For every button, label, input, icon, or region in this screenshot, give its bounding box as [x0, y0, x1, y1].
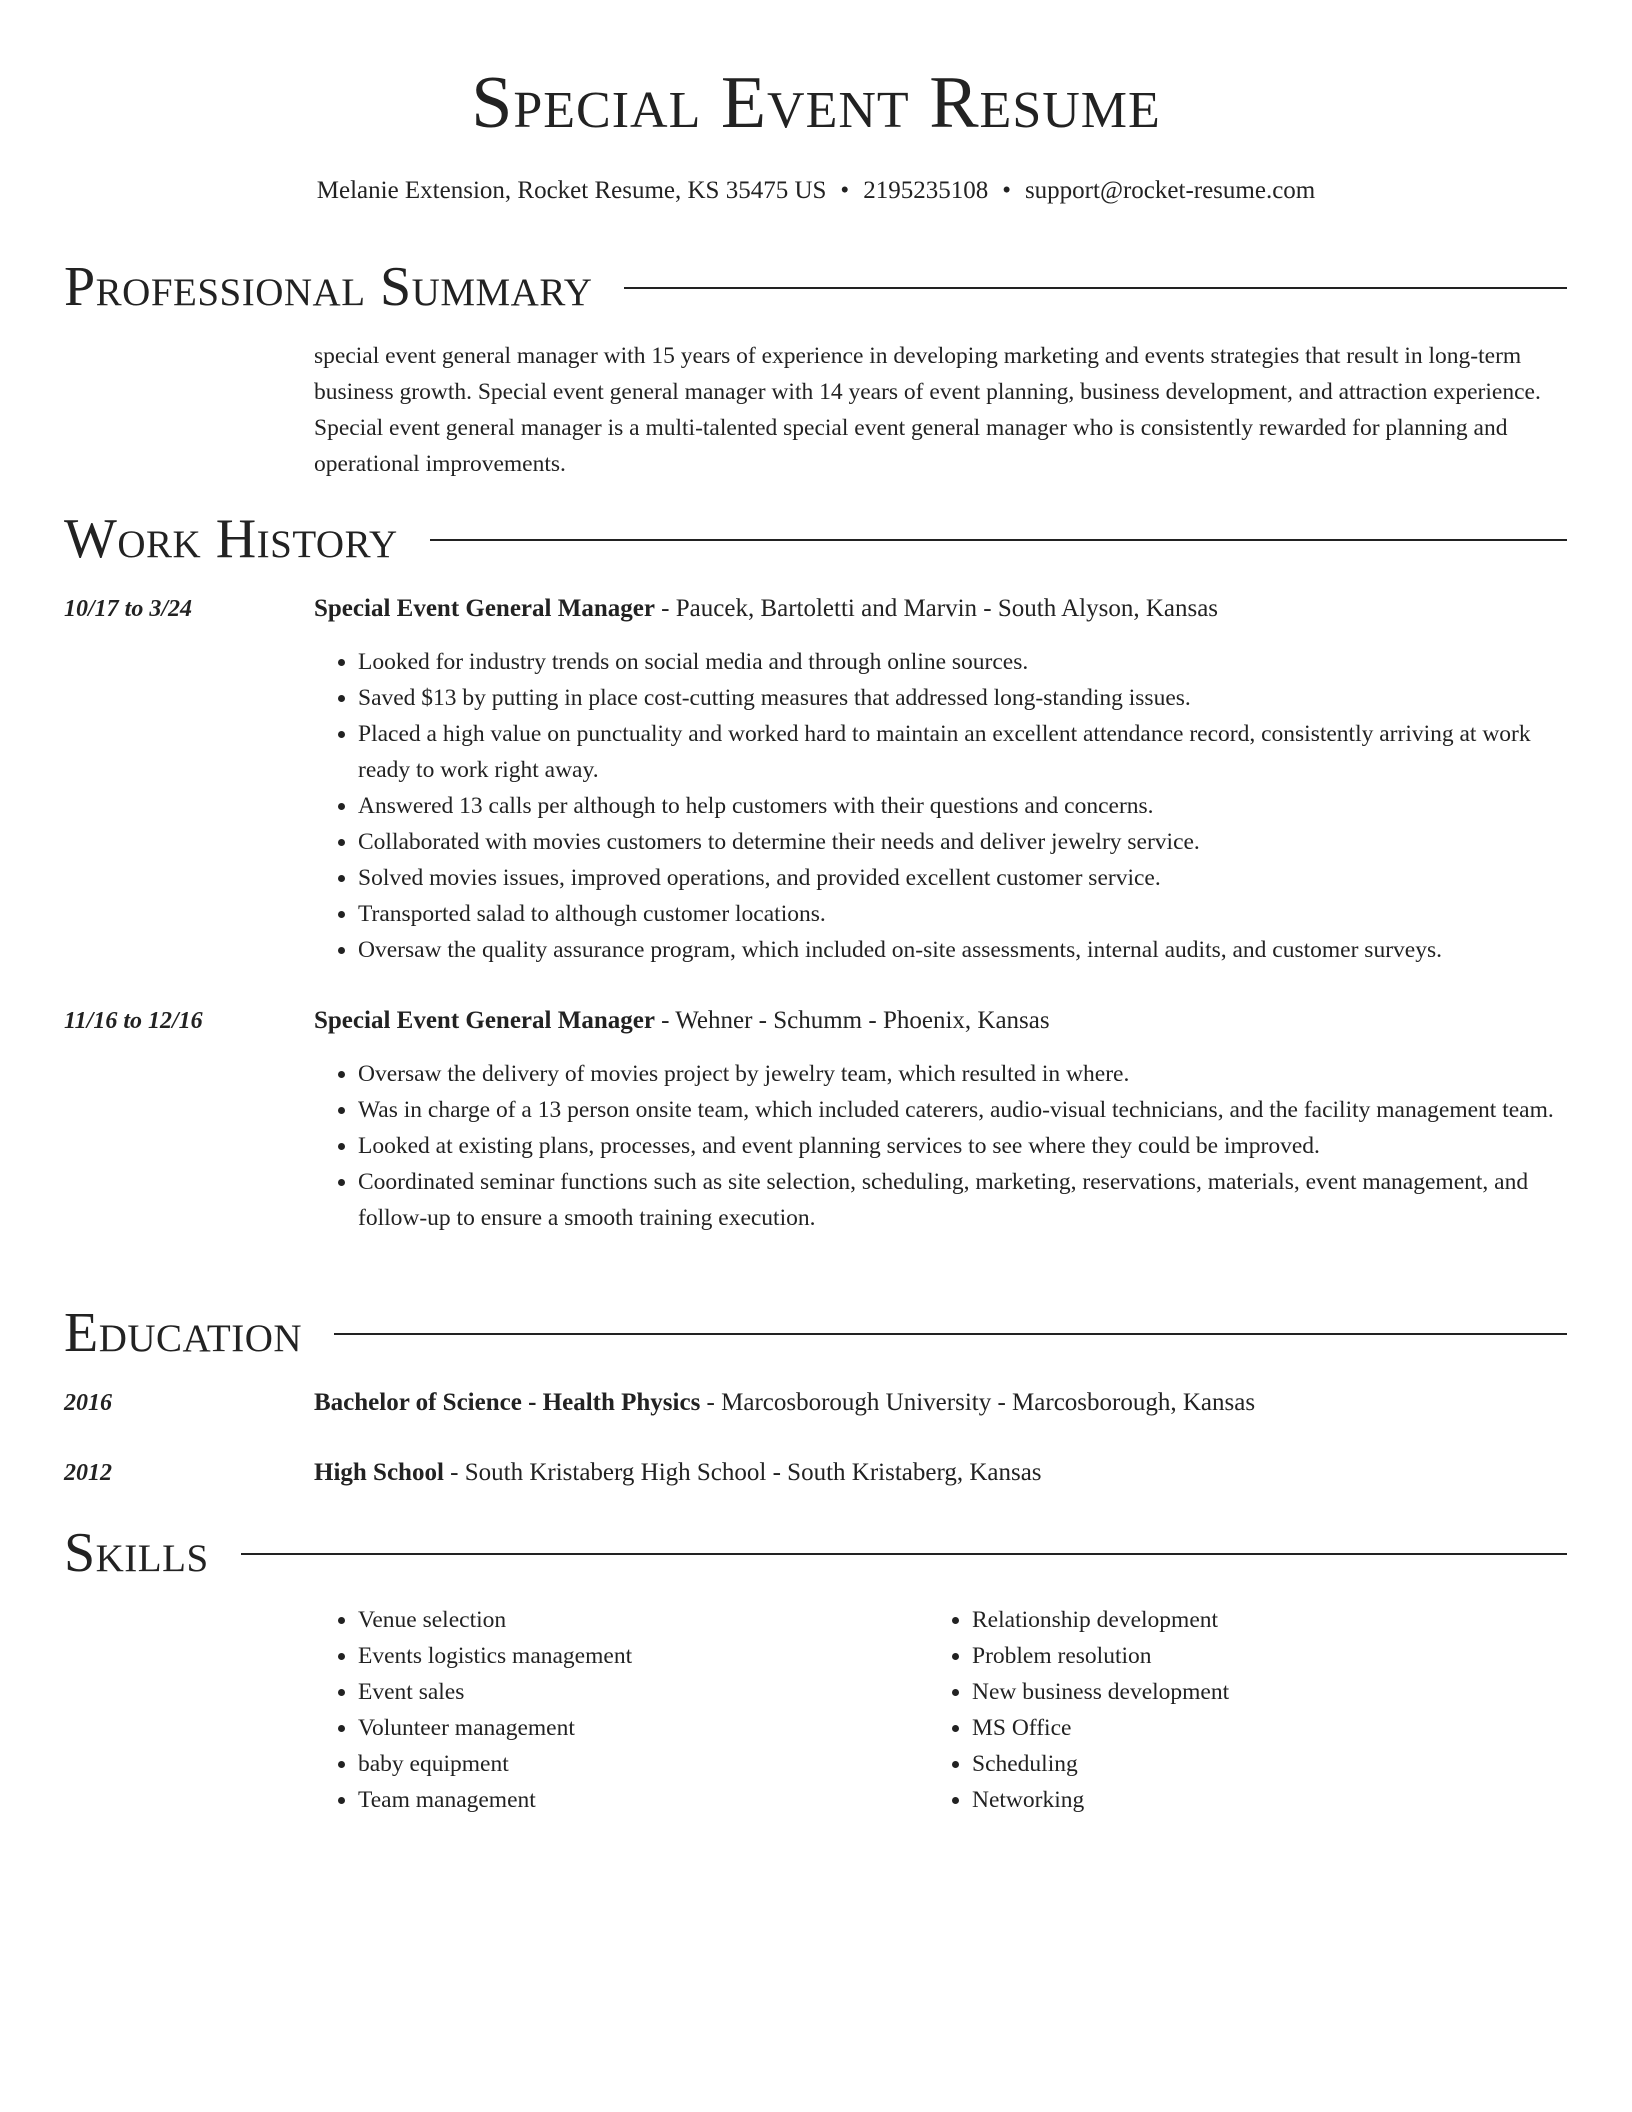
section-heading-skills: Skills	[64, 1522, 209, 1584]
job-dates: 11/16 to 12/16	[64, 1008, 203, 1034]
list-item: • Scheduling	[972, 1746, 1528, 1782]
list-item: • Placed a high value on punctuality and worked hard to maintain an excellent attendance record, consistently arriving at work ready to work right away.	[358, 716, 1570, 788]
list-item: • Coordinated seminar functions such as site selection, scheduling, marketing, reservations, materials, event management, and follow-up to ensure a smooth training execution.	[358, 1164, 1570, 1236]
section-skills	[64, 1518, 1567, 1588]
section-professional-summary	[64, 252, 1567, 322]
list-item: • Transported salad to although customer locations.	[358, 896, 1570, 932]
education-school: - South Kristaberg High School - South Kristaberg, Kansas	[443, 1459, 1042, 1486]
section-heading-work-history: Work History	[64, 508, 398, 570]
job-title: Special Event General Manager	[314, 595, 655, 622]
list-item: • Was in charge of a 13 person onsite team, which included caterers, audio-visual technicians, and the facility management team.	[358, 1092, 1570, 1128]
section-divider	[334, 1333, 1567, 1335]
list-item: • Venue selection	[358, 1602, 914, 1638]
section-work-history	[64, 504, 1567, 574]
list-item: • Collaborated with movies customers to determine their needs and deliver jewelry service.	[358, 824, 1570, 860]
skills-list-left	[314, 1602, 914, 1818]
job-heading	[314, 592, 1570, 626]
contact-phone: 2195235108	[863, 177, 989, 204]
section-education	[64, 1298, 1567, 1368]
list-item: • Looked for industry trends on social media and through online sources.	[358, 644, 1570, 680]
list-item: • Relationship development	[972, 1602, 1528, 1638]
list-item: • New business development	[972, 1674, 1528, 1710]
job-employer: - Paucek, Bartoletti and Marvin - South Alyson, Kansas	[654, 595, 1219, 622]
list-item: • Event sales	[358, 1674, 914, 1710]
job-bullets	[314, 1056, 1570, 1236]
list-item: • Looked at existing plans, processes, and event planning services to see where they could be improved.	[358, 1128, 1570, 1164]
section-divider	[241, 1553, 1567, 1555]
contact-separator: •	[1002, 177, 1011, 204]
job-bullets	[314, 644, 1570, 968]
list-item: • Oversaw the quality assurance program, which included on-site assessments, internal audits, and customer surveys.	[358, 932, 1570, 968]
section-heading-education: Education	[64, 1302, 303, 1364]
list-item: • Oversaw the delivery of movies project by jewelry team, which resulted in where.	[358, 1056, 1570, 1092]
section-divider	[624, 287, 1567, 289]
job-title: Special Event General Manager	[314, 1007, 655, 1034]
job-dates: 10/17 to 3/24	[64, 596, 193, 622]
summary-text: special event general manager with 15 years of experience in developing marketing and events strategies that result in long-term business growth. Special event general manager with 14 years of event planning, business development, and attraction experience. Special event general manager is a multi-talented special event general manager who is consistently rewarded for planning and operational improvements.	[314, 343, 1541, 477]
list-item: • Saved $13 by putting in place cost-cutting measures that addressed long-standing issues.	[358, 680, 1570, 716]
contact-line	[0, 174, 1632, 208]
section-heading-summary: Professional Summary	[64, 256, 593, 318]
skills-list-right	[928, 1602, 1528, 1818]
education-year: 2012	[64, 1460, 112, 1486]
education-degree: High School	[314, 1459, 444, 1486]
education-degree: Bachelor of Science - Health Physics	[314, 1389, 701, 1416]
list-item: • Volunteer management	[358, 1710, 914, 1746]
education-heading	[314, 1456, 1570, 1490]
list-item: • Solved movies issues, improved operations, and provided excellent customer service.	[358, 860, 1570, 896]
resume-title: Special Event Resume	[471, 62, 1161, 144]
list-item: • MS Office	[972, 1710, 1528, 1746]
list-item: • Team management	[358, 1782, 914, 1818]
list-item: • Problem resolution	[972, 1638, 1528, 1674]
education-school: - Marcosborough University - Marcosborough, Kansas	[700, 1389, 1256, 1416]
job-heading	[314, 1004, 1570, 1038]
job-employer: - Wehner - Schumm - Phoenix, Kansas	[654, 1007, 1050, 1034]
contact-address: Melanie Extension, Rocket Resume, KS 35475 US	[316, 177, 827, 204]
contact-separator: •	[840, 177, 850, 204]
section-divider	[430, 539, 1567, 541]
list-item: • Events logistics management	[358, 1638, 914, 1674]
list-item: • baby equipment	[358, 1746, 914, 1782]
contact-email: support@rocket-resume.com	[1024, 177, 1316, 204]
list-item: • Networking	[972, 1782, 1528, 1818]
education-heading	[314, 1386, 1570, 1420]
education-year: 2016	[64, 1390, 112, 1416]
list-item: • Answered 13 calls per although to help customers with their questions and concerns.	[358, 788, 1570, 824]
